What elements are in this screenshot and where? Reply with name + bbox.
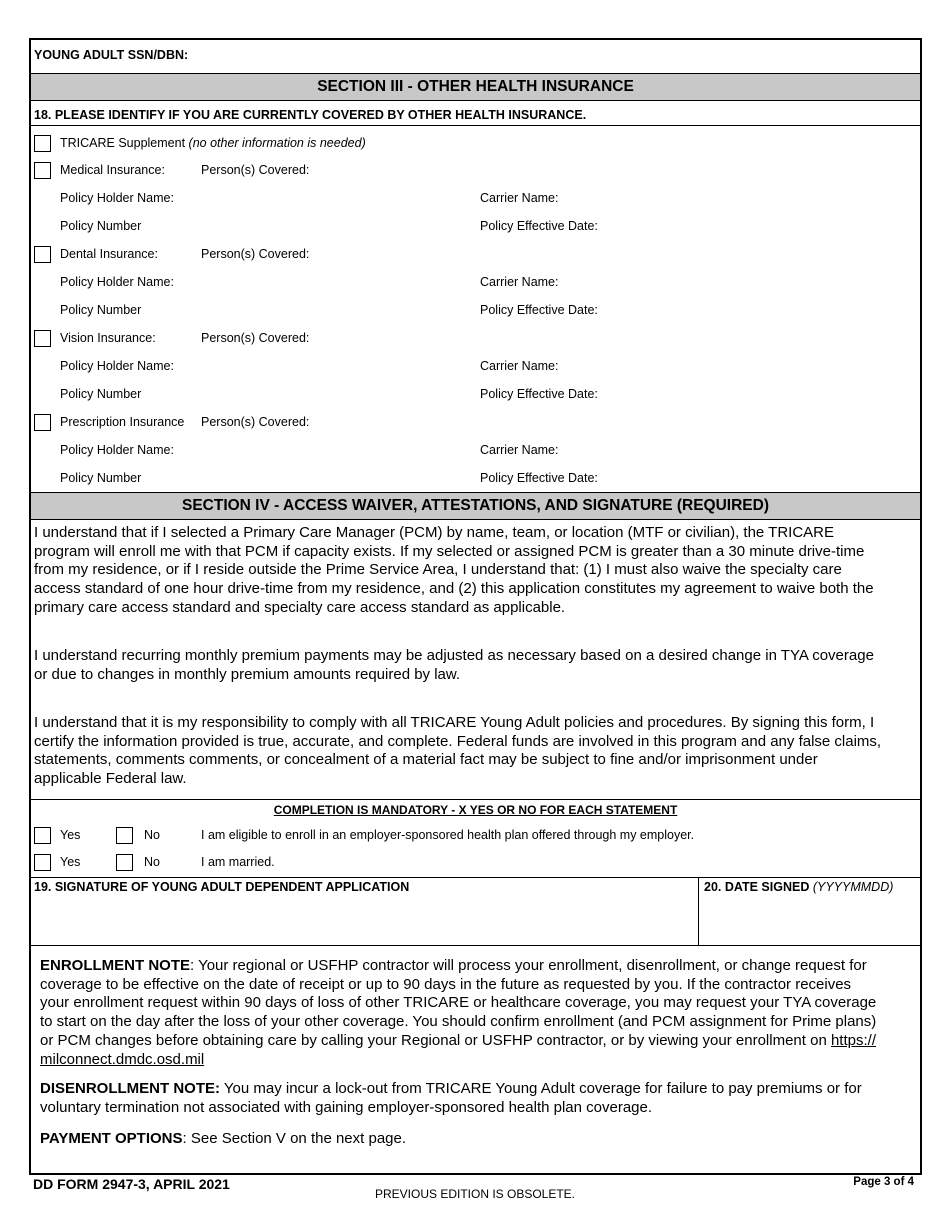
question-18: 18. PLEASE IDENTIFY IF YOU ARE CURRENTLY COVERED BY OTHER HEALTH INSURANCE.	[34, 108, 587, 122]
premium-paragraph: I understand recurring monthly premium payments may be adjusted as necessary based on a desired change in TYA coverage or due to changes in monthly premium amounts required by law.	[34, 647, 874, 683]
vision-insurance-label: Vision Insurance:	[60, 331, 156, 345]
responsibility-paragraph: I understand that it is my responsibility to comply with all TRICARE Young Adult policies and procedures. By signing this form, I certify the information provided is true, accurate, and complete. Federal funds are involved in this program and any false claims, statements, comments comments, or concealment of a material fact may be subject to fine and/or imprisonment under applicable Federal law.	[34, 714, 882, 788]
vision-carrier-label: Carrier Name:	[480, 359, 559, 373]
employer-plan-yes-label: Yes	[60, 828, 81, 842]
disenrollment-note: DISENROLLMENT NOTE: You may incur a lock-out from TRICARE Young Adult coverage for failure to pay premiums or for voluntary termination not associated with gaining employer-sponsored health plan coverage.	[40, 1080, 862, 1116]
ssn-field[interactable]	[191, 42, 911, 70]
prescription-policy-holder-label: Policy Holder Name:	[60, 443, 174, 457]
divider	[31, 125, 920, 126]
married-no-label: No	[144, 855, 160, 869]
payment-options-note: PAYMENT OPTIONS: See Section V on the next page.	[40, 1130, 407, 1147]
prescription-policy-number-label: Policy Number	[60, 471, 142, 485]
vision-insurance-checkbox[interactable]	[34, 330, 51, 347]
date-signed-label: 20. DATE SIGNED (YYYYMMDD)	[704, 880, 894, 894]
married-statement: I am married.	[201, 855, 275, 869]
dental-insurance-label: Dental Insurance:	[60, 247, 158, 261]
tricare-supplement-label: TRICARE Supplement (no other information is needed)	[60, 136, 366, 150]
milconnect-link[interactable]: https://	[830, 1031, 876, 1049]
medical-policy-holder-label: Policy Holder Name:	[60, 191, 174, 205]
prescription-carrier-label: Carrier Name:	[480, 443, 559, 457]
tricare-supplement-checkbox[interactable]	[34, 135, 51, 152]
signature-label: 19. SIGNATURE OF YOUNG ADULT DEPENDENT APPLICATION	[34, 880, 410, 894]
dental-policy-holder-label: Policy Holder Name:	[60, 275, 174, 289]
page-number: Page 3 of 4	[853, 1176, 914, 1188]
dental-persons-covered-label: Person(s) Covered:	[201, 247, 310, 261]
form-id: DD FORM 2947-3, APRIL 2021	[33, 1176, 230, 1192]
obsolete-notice: PREVIOUS EDITION IS OBSOLETE.	[374, 1187, 576, 1201]
prescription-insurance-label: Prescription Insurance	[60, 415, 185, 429]
vision-effective-date-label: Policy Effective Date:	[480, 387, 598, 401]
medical-policy-number-label: Policy Number	[60, 219, 142, 233]
employer-plan-yes-checkbox[interactable]	[34, 827, 51, 844]
form-page	[29, 38, 922, 1175]
dental-policy-number-label: Policy Number	[60, 303, 142, 317]
married-no-checkbox[interactable]	[116, 854, 133, 871]
section-3-title: SECTION III - OTHER HEALTH INSURANCE	[31, 73, 920, 101]
medical-effective-date-label: Policy Effective Date:	[480, 219, 598, 233]
signature-field[interactable]	[34, 896, 694, 942]
medical-insurance-label: Medical Insurance:	[60, 163, 165, 177]
divider	[31, 945, 920, 946]
dental-insurance-checkbox[interactable]	[34, 246, 51, 263]
enrollment-note: ENROLLMENT NOTE: Your regional or USFHP contractor will process your enrollment, disenrollment, or change request for coverage to be effective on the date of receipt or up to 90 days in the future as requested by you. If the contractor receives your enrollment request within 90 days of loss of other TRICARE or healthcare coverage, you may request your TYA coverage to start on the day after the loss of your other coverage. You should confirm enrollment (and PCM assignment for Prime plans) or PCM changes before obtaining care by calling your Regional or USFHP contractor, or by viewing your enrollment on https:// milconnect.dmdc.osd.mil	[40, 957, 877, 1068]
mandatory-heading: COMPLETION IS MANDATORY - X YES OR NO FOR EACH STATEMENT	[273, 803, 678, 817]
divider	[698, 877, 699, 945]
divider	[31, 799, 920, 800]
married-yes-label: Yes	[60, 855, 81, 869]
medical-persons-covered-label: Person(s) Covered:	[201, 163, 310, 177]
waiver-paragraph: I understand that if I selected a Primary Care Manager (PCM) by name, team, or location (MTF or civilian), the TRICARE program will enroll me with that PCM if capacity exists. If my selected or assigned PCM is greater than a 30 minute drive-time from my residence, or if I reside outside the Prime Service Area, I understand that: (1) I must also waive the specialty care access standard of one hour drive-time from my residence, and (2) this application constitutes my agreement to waive both the primary care access standard and specialty care access standard as applicable.	[34, 524, 874, 616]
divider	[31, 877, 920, 878]
dental-effective-date-label: Policy Effective Date:	[480, 303, 598, 317]
employer-plan-no-checkbox[interactable]	[116, 827, 133, 844]
married-yes-checkbox[interactable]	[34, 854, 51, 871]
section-4-title: SECTION IV - ACCESS WAIVER, ATTESTATIONS, AND SIGNATURE (REQUIRED)	[31, 492, 920, 520]
prescription-persons-covered-label: Person(s) Covered:	[201, 415, 310, 429]
medical-insurance-checkbox[interactable]	[34, 162, 51, 179]
prescription-effective-date-label: Policy Effective Date:	[480, 471, 598, 485]
ssn-label: YOUNG ADULT SSN/DBN:	[34, 48, 189, 62]
vision-persons-covered-label: Person(s) Covered:	[201, 331, 310, 345]
employer-plan-statement: I am eligible to enroll in an employer-sponsored health plan offered through my employer.	[201, 828, 695, 842]
prescription-insurance-checkbox[interactable]	[34, 414, 51, 431]
vision-policy-number-label: Policy Number	[60, 387, 142, 401]
employer-plan-no-label: No	[144, 828, 160, 842]
medical-carrier-label: Carrier Name:	[480, 191, 559, 205]
date-signed-field[interactable]	[702, 896, 916, 942]
dental-carrier-label: Carrier Name:	[480, 275, 559, 289]
vision-policy-holder-label: Policy Holder Name:	[60, 359, 174, 373]
milconnect-link-continued[interactable]: milconnect.dmdc.osd.mil	[40, 1050, 205, 1068]
